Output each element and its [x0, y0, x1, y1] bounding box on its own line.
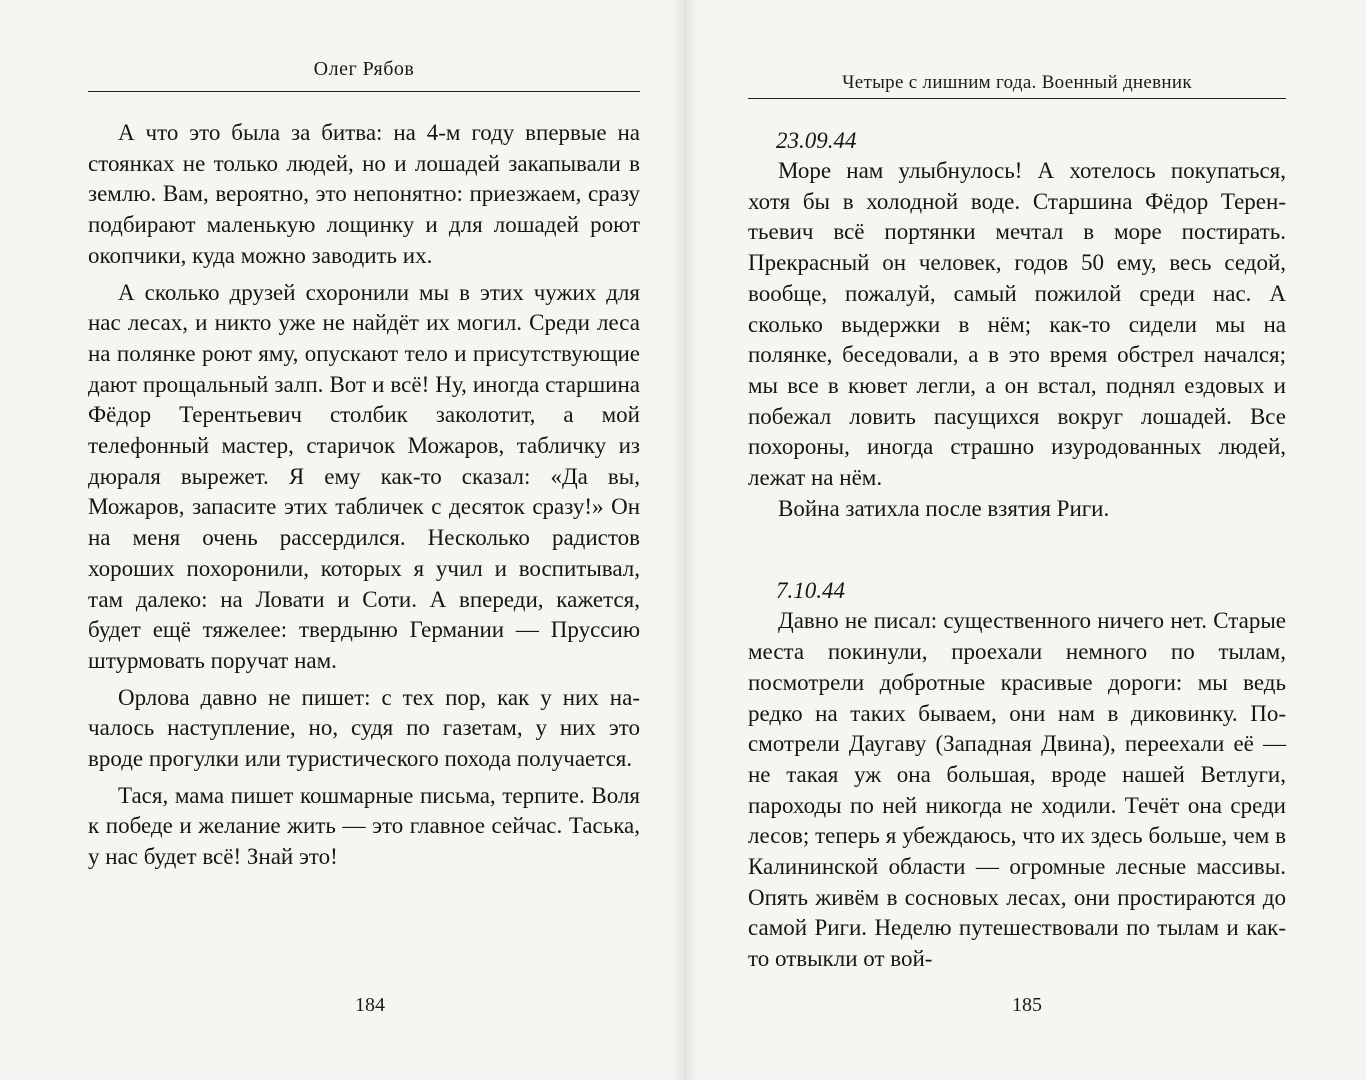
left-paragraph: Тася, мама пишет кошмарные письма, терпите. Воля к победе и желание жить — это главное сейчас. Таська, у нас будет всё! Знай это!	[88, 782, 640, 870]
right-header-rule	[748, 98, 1286, 99]
left-paragraph: Орлова давно не пишет: с тех пор, как у них началось наступление, но, судя по газетам, у них это вроде прогулки или туристического похода получается.	[88, 684, 640, 772]
diary-entry-date: 7.10.44	[776, 578, 845, 604]
diary-paragraph: Война затихла после взятия Риги.	[778, 495, 1110, 521]
right-body-text	[748, 126, 1286, 975]
diary-paragraph: Давно не писал: существенного ничего нет. Старые места покинули, проехали немного по тылам, посмотрели добротные красивые дороги: мы ведь редко на таких бываем, они нам в диковинку. Посмотрели Даугаву (Западная Двина), переехали её — не такая уж она большая, вроде нашей Ветлуги, пароходы по ней никогда не ходили. Течёт она среди лесов; теперь я убеждаюсь, что их здесь больше, чем в Калининской области — огромные лесные массивы. Опять живём в сосновых лесах, они простираются до самой Риги. Неделю путешествовали по тылам и как-то отвыкли от вой-	[748, 608, 1286, 972]
right-page-number: 185	[1012, 994, 1042, 1016]
book-gutter	[672, 0, 698, 1080]
left-paragraph: А что это была за битва: на 4-м году впервые на стоянках не только людей, но и лошадей закапывали в землю. Вам, вероятно, это непонятно: приезжаем, сразу подбирают маленькую лощинку и для лошадей роют окопчики, куда можно заводить их.	[88, 120, 640, 268]
right-page	[748, 0, 1286, 1080]
left-header-rule	[88, 91, 640, 92]
right-running-head: Четыре с лишним года. Военный дневник	[842, 72, 1192, 93]
diary-paragraph: Море нам улыбнулось! А хотелось покупаться, хотя бы в холодной воде. Старшина Фёдор Терентьевич всё портянки мечтал в море постирать. Прекрасный он человек, годов 50 ему, весь седой, вообще, пожалуй, самый пожилой среди нас. А сколько выдержки в нём; как-то сидели мы на полянке, беседовали, а в это время обстрел начался; мы все в кювет легли, а он встал, поднял ездовых и побежал ловить пасущихся вокруг лошадей. Все похороны, иногда страшно изуродованных людей, лежат на нём.	[748, 158, 1286, 491]
left-page	[88, 0, 640, 1080]
left-paragraph: А сколько друзей схоронили мы в этих чужих для нас лесах, и никто уже не найдёт их могил. Среди леса на полянке роют яму, опускают тело и присутствующие дают прощальный залп. Вот и всё! Ну, иногда старшина Фёдор Терентьевич столбик заколотит, а мой телефонный мастер, старичок Можаров, табличку из дюраля вырежет. Я ему как-то сказал: «Да вы, Можаров, запасите этих табличек с десяток сразу!» Он на меня очень рассердился. Несколько радистов хороших похоронили, которых я учил и воспитывал, там далеко: на Ловати и Соти. А впереди, кажется, будет ещё тяжелее: твердыню Германии — Пруссию штурмовать поручат нам.	[88, 279, 640, 673]
diary-entry-date: 23.09.44	[776, 128, 857, 153]
left-page-number: 184	[355, 994, 385, 1016]
left-running-head: Олег Рябов	[313, 58, 415, 80]
left-body-text	[88, 118, 640, 879]
